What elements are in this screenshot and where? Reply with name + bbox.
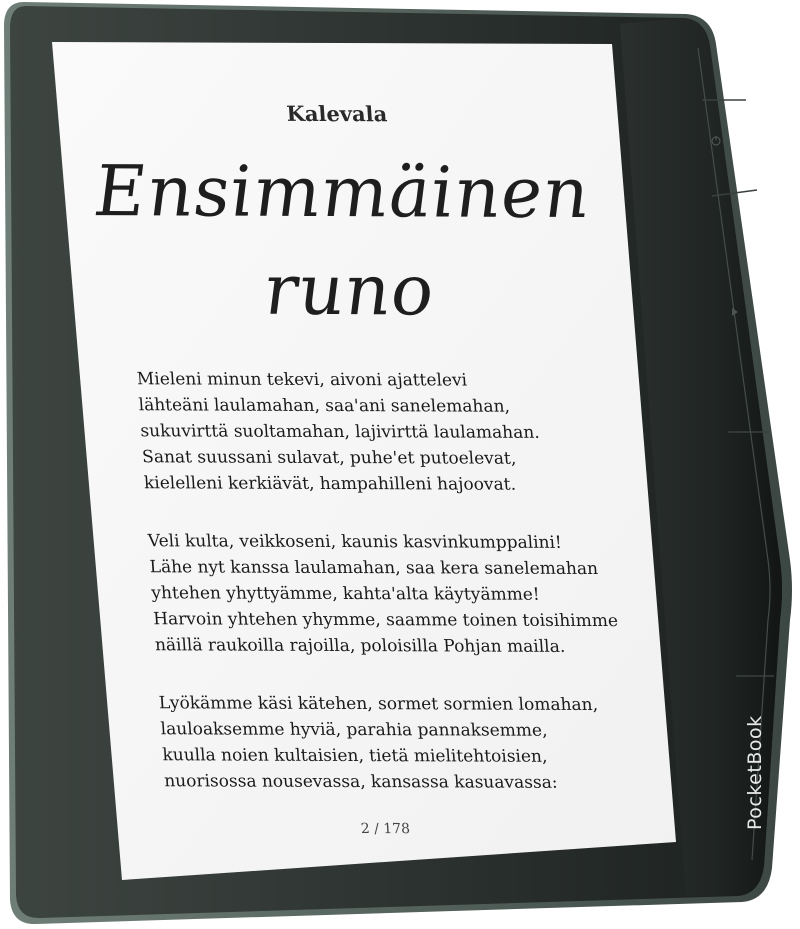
poem-line: kuulla noien kultaisien, tietä mielitehtoisien,: [161, 745, 548, 767]
poem-line: Veli kulta, veikkoseni, kaunis kasvinkumppalini!: [147, 531, 563, 553]
poem-line: lauloaksemme hyviä, parahia pannaksemme,: [160, 719, 549, 741]
poem-line: Harvoin yhtehen yhymme, saamme toinen toisihimme: [152, 609, 619, 632]
poem-line: Sanat suussani sulavat, puhe'et putoelevat,: [141, 447, 517, 469]
chapter-title: [59, 142, 632, 340]
brand-logo: PocketBook: [744, 715, 766, 830]
poem-line: yhtehen yhyttyämme, kahta'alta käytyämme!: [150, 583, 541, 605]
poem-line: kielelleni kerkiävät, hampahilleni hajoovat.: [143, 473, 517, 495]
poem-line: sukuvirttä suoltamahan, lajivirttä laulamahan.: [139, 421, 541, 443]
book-title: Kalevala: [285, 100, 388, 127]
reader-page[interactable]: [52, 42, 668, 864]
poem-line: Mieleni minun tekevi, aivoni ajattelevi: [136, 369, 468, 391]
page-indicator: 2 / 178: [360, 821, 411, 838]
poem-line: Lähe nyt kanssa laulamahan, saa kera sanelemahan: [149, 557, 599, 580]
poem-line: Lyökämme käsi kätehen, sormet sormien lomahan,: [158, 693, 599, 716]
poem-line: nuorisossa nousevassa, kansassa kasuavassa:: [163, 771, 559, 793]
chapter-title-line: runo: [261, 248, 437, 332]
poem-line: näillä raukoilla rajoilla, poloisilla Pohjan mailla.: [154, 635, 566, 657]
poem-line: lähteäni laulamahan, saa'ani sanelemahan,: [138, 395, 511, 417]
stanza: [147, 528, 626, 660]
chapter-title-line: Ensimmäinen: [92, 150, 592, 235]
stanza: [136, 366, 615, 498]
stanza: [158, 690, 635, 796]
